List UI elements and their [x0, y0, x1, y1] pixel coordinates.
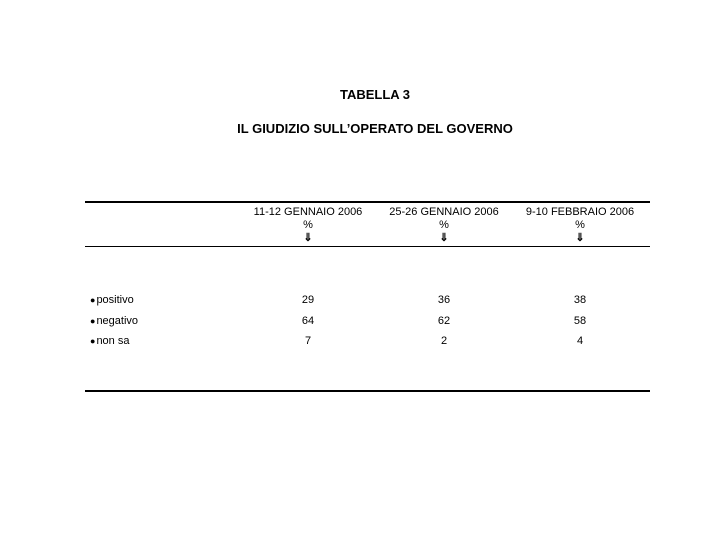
column-unit: %: [303, 219, 313, 231]
table-cell: 64: [301, 315, 315, 327]
bullet-icon: ●: [90, 336, 96, 346]
table-number: TABELLA 3: [339, 87, 411, 102]
bottom-rule: [85, 390, 650, 392]
row-label-text: negativo: [96, 315, 139, 327]
column-header-2: [369, 206, 519, 245]
row-label-text: positivo: [96, 294, 134, 306]
table-row: [85, 314, 650, 328]
table-heading: IL GIUDIZIO SULL’OPERATO DEL GOVERNO: [237, 121, 513, 136]
table-cell: 38: [573, 294, 587, 306]
table-cell: 62: [437, 315, 451, 327]
row-label: [90, 334, 129, 348]
top-rule: [85, 201, 650, 203]
column-unit: %: [575, 219, 585, 231]
column-unit: %: [439, 219, 449, 231]
table-cell: 29: [301, 294, 315, 306]
table-row: [85, 293, 650, 307]
down-arrow-icon: ⇓: [303, 232, 313, 244]
row-label: [90, 314, 138, 328]
column-header-3: [505, 206, 655, 245]
table-cell: 7: [304, 335, 312, 347]
table-cell: 2: [440, 335, 448, 347]
row-label: [90, 293, 134, 307]
bullet-icon: ●: [90, 295, 96, 305]
column-date: 11-12 GENNAIO 2006: [253, 206, 363, 218]
header-rule: [85, 246, 650, 247]
table-row: [85, 334, 650, 348]
bullet-icon: ●: [90, 316, 96, 326]
column-date: 25-26 GENNAIO 2006: [389, 206, 499, 218]
table-cell: 36: [437, 294, 451, 306]
row-label-text: non sa: [96, 335, 130, 347]
down-arrow-icon: ⇓: [439, 232, 449, 244]
column-date: 9-10 FEBBRAIO 2006: [525, 206, 635, 218]
down-arrow-icon: ⇓: [575, 232, 585, 244]
column-header-1: [233, 206, 383, 245]
table-cell: 4: [576, 335, 584, 347]
table-cell: 58: [573, 315, 587, 327]
